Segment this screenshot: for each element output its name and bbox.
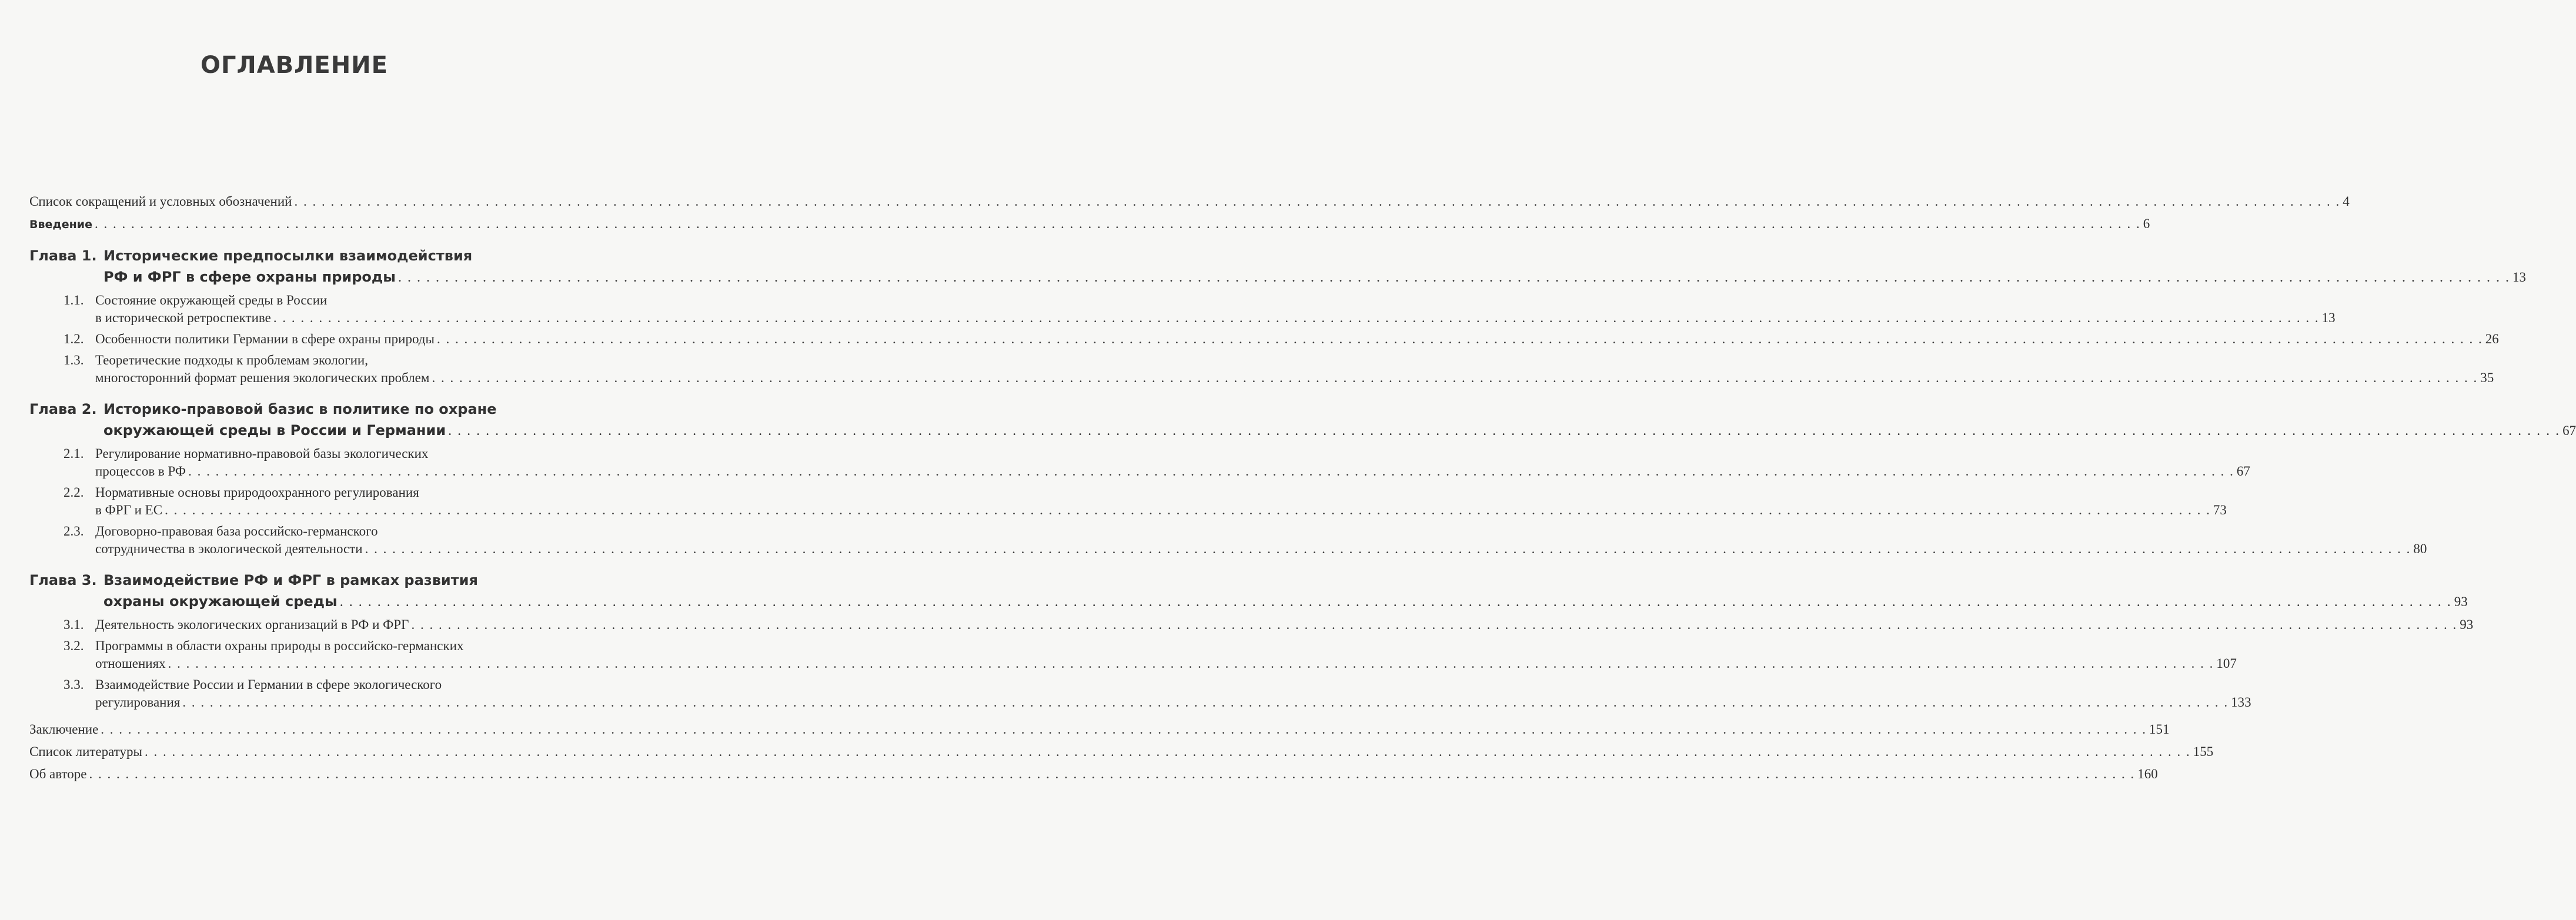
section-title-line-2: многосторонний формат решения экологических проблем — [95, 370, 430, 385]
toc-entry-title: Об авторе — [29, 767, 87, 781]
section-title-line-1: Взаимодействие России и Германии в сфере экологического — [95, 677, 442, 692]
section-title-line-1: Регулирование нормативно-правовой базы экологических — [95, 446, 429, 461]
toc-section-3-1[interactable] — [29, 616, 2474, 634]
section-number: 1.3. — [64, 353, 84, 367]
toc-section-2-2[interactable] — [29, 484, 2227, 519]
section-number: 2.2. — [64, 485, 84, 500]
section-title-line-1: Состояние окружающей среды в России — [95, 293, 328, 307]
dot-leader — [432, 369, 2478, 387]
section-title-line-2: в ФРГ и ЕС — [95, 503, 163, 517]
dot-leader — [101, 721, 2147, 738]
toc-page-number: 13 — [2321, 310, 2336, 325]
toc-section-1-2[interactable] — [29, 330, 2499, 348]
toc-entry-conclusion[interactable] — [29, 721, 2170, 738]
toc-entry-abbreviations[interactable] — [29, 193, 2350, 210]
toc-section-1-3[interactable] — [29, 352, 2494, 387]
dot-leader — [437, 330, 2483, 348]
toc-section-3-3[interactable] — [29, 676, 2251, 711]
section-title-line-2: процессов в РФ — [95, 464, 186, 479]
section-number: 3.3. — [64, 677, 84, 692]
dot-leader — [188, 463, 2234, 480]
dot-leader — [168, 655, 2214, 673]
toc-page-number: 133 — [2231, 695, 2251, 710]
toc-page-number: 67 — [2562, 423, 2576, 438]
toc-page-number: 6 — [2143, 216, 2150, 231]
toc-page-number: 151 — [2149, 722, 2170, 737]
dot-leader — [448, 420, 2560, 441]
section-title-line-1: Теоретические подходы к проблемам экологии, — [95, 353, 368, 367]
toc-page-number: 80 — [2413, 541, 2427, 556]
section-title-line-1: Нормативные основы природоохранного регулирования — [95, 485, 419, 500]
chapter-title-line-1: Взаимодействие РФ и ФРГ в рамках развития — [103, 572, 478, 588]
section-title: Деятельность экологических организаций в РФ и ФРГ — [95, 617, 409, 632]
toc-section-2-3[interactable] — [29, 523, 2427, 558]
toc-page-number: 160 — [2137, 767, 2158, 781]
toc-entry-title: Заключение — [29, 722, 99, 737]
toc-entry-title: Список литературы — [29, 744, 142, 759]
section-title-line-2: сотрудничества в экологической деятельности — [95, 541, 363, 556]
toc-entry-bibliography[interactable] — [29, 743, 2214, 761]
section-title-line-2: регулирования — [95, 695, 181, 710]
toc-section-1-1[interactable] — [29, 292, 2336, 327]
toc-back-matter — [29, 721, 2214, 783]
table-of-contents — [29, 193, 2576, 788]
toc-chapter-3[interactable] — [29, 570, 2474, 711]
toc-page-number: 4 — [2343, 194, 2350, 209]
toc-section-2-1[interactable] — [29, 445, 2250, 480]
toc-chapter-1[interactable] — [29, 245, 2526, 387]
toc-page-number: 13 — [2512, 270, 2526, 285]
toc-section-3-2[interactable] — [29, 637, 2237, 673]
chapter-number: Глава 2. — [29, 401, 97, 417]
toc-page-number: 73 — [2213, 503, 2227, 517]
dot-leader — [411, 616, 2457, 634]
toc-page-number: 93 — [2460, 617, 2474, 632]
section-number: 3.2. — [64, 638, 84, 653]
dot-leader — [165, 501, 2211, 519]
toc-page-number: 155 — [2193, 744, 2214, 759]
section-title-line-1: Договорно-правовая база российско-германского — [95, 524, 378, 538]
toc-entry-about-author[interactable] — [29, 765, 2158, 783]
dot-leader — [294, 193, 2340, 210]
toc-page-number: 93 — [2454, 594, 2468, 609]
section-title: Особенности политики Германии в сфере охраны природы — [95, 332, 435, 346]
toc-entry-introduction[interactable] — [29, 215, 2150, 233]
chapter-number: Глава 3. — [29, 572, 97, 588]
dot-leader — [145, 743, 2191, 761]
toc-entry-title: Введение — [29, 218, 92, 231]
dot-leader — [273, 309, 2320, 327]
toc-page-number: 67 — [2236, 464, 2250, 479]
toc-page-number: 35 — [2480, 370, 2494, 385]
dot-leader — [340, 591, 2452, 613]
toc-page-number: 107 — [2216, 656, 2237, 671]
chapter-title-line-1: Историко-правовой базис в политике по охране — [103, 401, 497, 417]
section-title-line-2: отношениях — [95, 656, 166, 671]
dot-leader — [398, 267, 2510, 288]
chapter-title-line-2: РФ и ФРГ в сфере охраны природы — [103, 269, 396, 285]
page-title: ОГЛАВЛЕНИЕ — [201, 52, 388, 79]
chapter-number: Глава 1. — [29, 247, 97, 264]
dot-leader — [89, 765, 2136, 783]
dot-leader — [95, 215, 2141, 233]
section-number: 1.2. — [64, 332, 84, 346]
section-number: 2.1. — [64, 446, 84, 461]
chapter-title-line-2: окружающей среды в России и Германии — [103, 422, 446, 439]
chapter-title-line-1: Исторические предпосылки взаимодействия — [103, 247, 473, 264]
dot-leader — [365, 540, 2411, 558]
section-title-line-2: в исторической ретроспективе — [95, 310, 271, 325]
chapter-title-line-2: охраны окружающей среды — [103, 593, 338, 610]
dot-leader — [182, 694, 2228, 711]
section-number: 1.1. — [64, 293, 84, 307]
section-title-line-1: Программы в области охраны природы в российско-германских — [95, 638, 464, 653]
toc-entry-title: Список сокращений и условных обозначений — [29, 194, 292, 209]
section-number: 2.3. — [64, 524, 84, 538]
toc-page-number: 26 — [2485, 332, 2499, 346]
toc-chapter-2[interactable] — [29, 399, 2576, 558]
section-number: 3.1. — [64, 617, 84, 632]
